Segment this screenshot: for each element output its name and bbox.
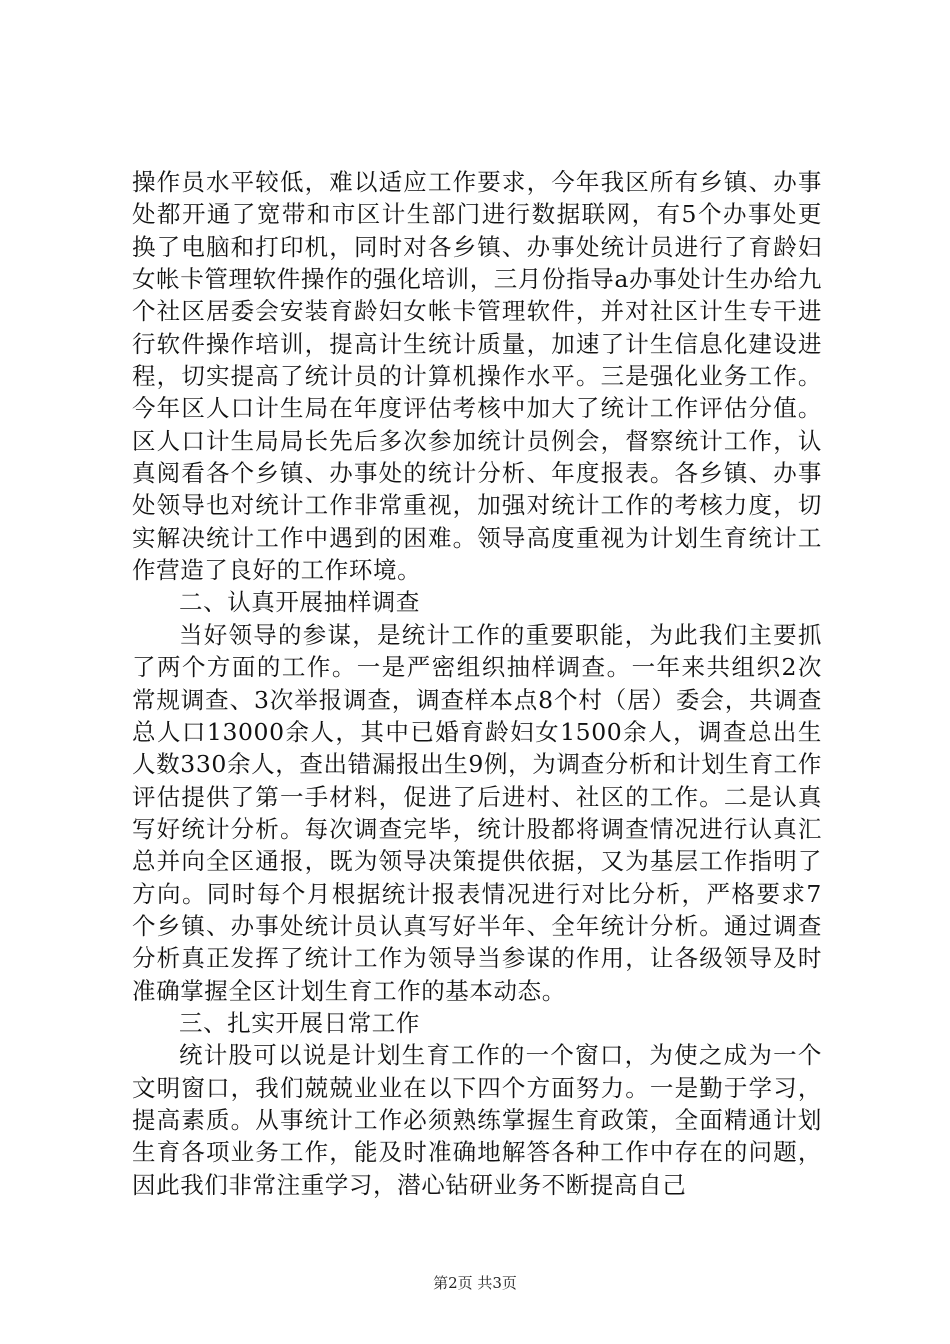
paragraph-1: 操作员水平较低，难以适应工作要求，今年我区所有乡镇、办事处都开通了宽带和市区计生部门进行数据联网，有5个办事处更换了电脑和打印机，同时对各乡镇、办事处统计员进行了育龄妇女帐卡管理软件操作的强化培训，三月份指导a办事处计生办给九个社区居委会安装育龄妇女帐卡管理软件，并对社区计生专干进行软件操作培训，提高计生统计质量，加速了计生信息化建设进程，切实提高了统计员的计算机操作水平。三是强化业务工作。今年区人口计生局在年度评估考核中加大了统计工作评估分值。区人口计生局局长先后多次参加统计员例会，督察统计工作，认真阅看各个乡镇、办事处的统计分析、年度报表。各乡镇、办事处领导也对统计工作非常重视，加强对统计工作的考核力度，切实解决统计工作中遇到的困难。领导高度重视为计划生育统计工作营造了良好的工作环境。 — [132, 168, 822, 585]
paragraph-3: 统计股可以说是计划生育工作的一个窗口，为使之成为一个文明窗口，我们兢兢业业在以下四个方面努力。一是勤于学习，提高素质。从事统计工作必须熟练掌握生育政策，全面精通计划生育各项业务工作，能及时准确地解答各种工作中存在的问题，因此我们非常注重学习，潜心钻研业务不断提高自己 — [132, 1041, 822, 1199]
paragraph-2: 当好领导的参谋，是统计工作的重要职能，为此我们主要抓了两个方面的工作。一是严密组织抽样调查。一年来共组织2次常规调查、3次举报调查，调查样本点8个村（居）委会，共调查总人口13000余人，其中已婚育龄妇女1500余人，调查总出生人数330余人，查出错漏报出生9例，为调查分析和计划生育工作评估提供了第一手材料，促进了后进村、社区的工作。二是认真写好统计分析。每次调查完毕，统计股都将调查情况进行认真汇总并向全区通报，既为领导决策提供依据，又为基层工作指明了方向。同时每个月根据统计报表情况进行对比分析，严格要求7个乡镇、办事处统计员认真写好半年、全年统计分析。通过调查分析真正发挥了统计工作为领导当参谋的作用，让各级领导及时准确掌握全区计划生育工作的基本动态。 — [132, 620, 822, 1005]
section-heading-2: 二、认真开展抽样调查 — [179, 588, 420, 617]
document-body — [132, 166, 822, 1201]
page-footer: 第2页 共3页 — [433, 1274, 517, 1292]
section-heading-3: 三、扎实开展日常工作 — [179, 1008, 420, 1037]
